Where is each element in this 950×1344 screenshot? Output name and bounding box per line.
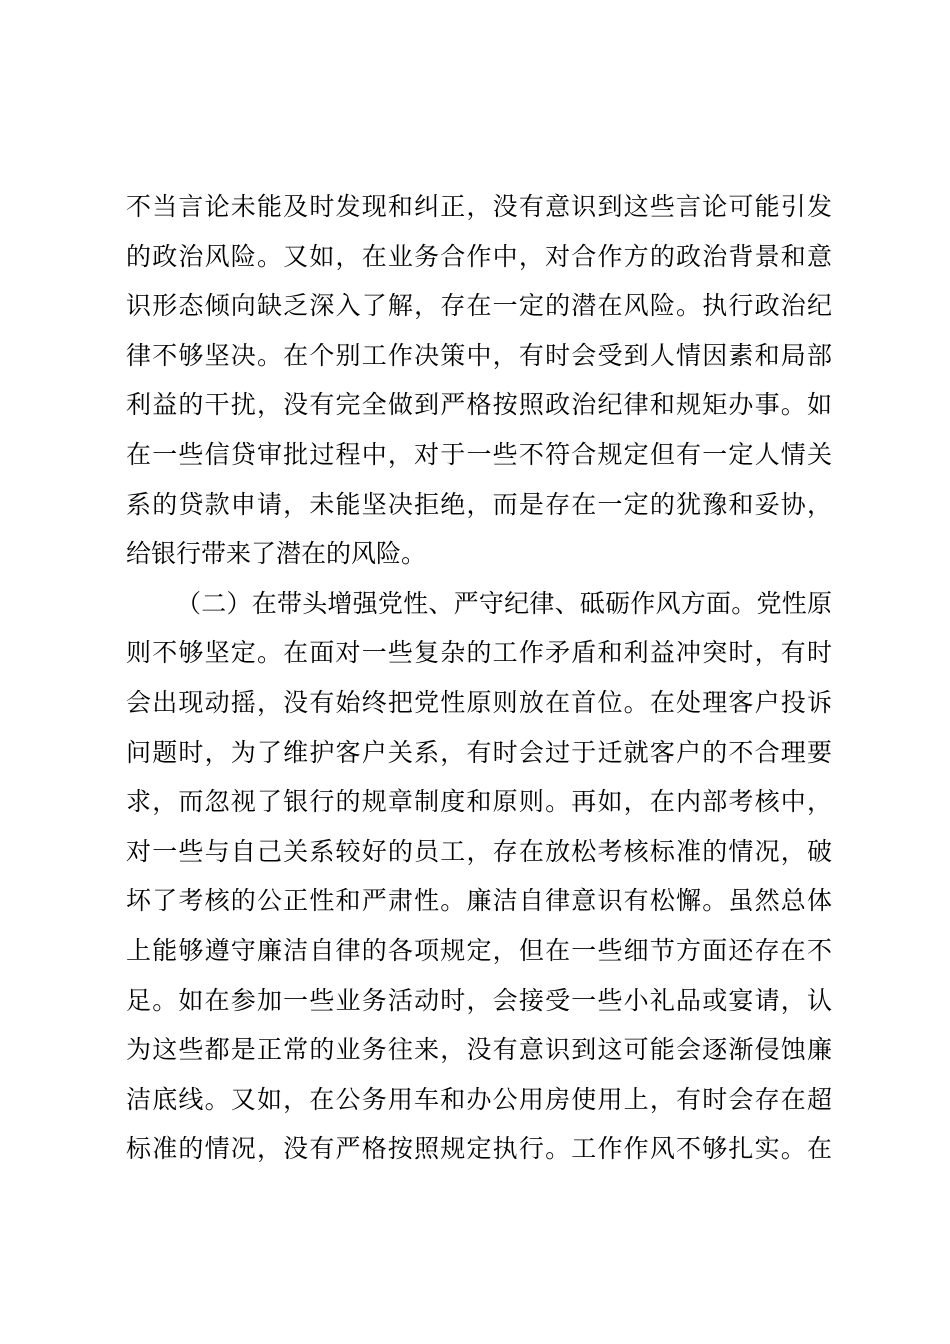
document-body	[126, 182, 832, 1174]
paragraph-2-line-10: 为这些都是正常的业务往来，没有意识到这可能会逐渐侵蚀廉	[126, 1035, 832, 1065]
paragraph-1-line-5: 利益的干扰，没有完全做到严格按照政治纪律和规矩办事。如	[126, 390, 832, 420]
paragraph-1-line-4: 律不够坚决。在个别工作决策中，有时会受到人情因素和局部	[126, 340, 832, 370]
paragraph-1-line-6: 在一些信贷审批过程中，对于一些不符合规定但有一定人情关	[126, 439, 832, 469]
paragraph-2-line-3: 会出现动摇，没有始终把党性原则放在首位。在处理客户投诉	[126, 687, 832, 717]
paragraph-1-line-7: 系的贷款申请，未能坚决拒绝，而是存在一定的犹豫和妥协，	[126, 489, 832, 519]
paragraph-2-line-5: 求，而忽视了银行的规章制度和原则。再如，在内部考核中，	[126, 787, 832, 817]
paragraph-1-line-1: 不当言论未能及时发现和纠正，没有意识到这些言论可能引发	[126, 192, 832, 221]
paragraph-2-line-2: 则不够坚定。在面对一些复杂的工作矛盾和利益冲突时，有时	[126, 638, 832, 668]
paragraph-2-line-1: （二）在带头增强党性、严守纪律、砥砺作风方面。党性原	[176, 588, 832, 618]
paragraph-2-line-4: 问题时，为了维护客户关系，有时会过于迁就客户的不合理要	[126, 737, 832, 767]
paragraph-2-line-8: 上能够遵守廉洁自律的各项规定，但在一些细节方面还存在不	[126, 935, 832, 965]
paragraph-2-line-9: 足。如在参加一些业务活动时，会接受一些小礼品或宴请，认	[126, 985, 832, 1015]
paragraph-2-line-11: 洁底线。又如，在公务用车和办公用房使用上，有时会存在超	[126, 1084, 832, 1114]
paragraph-1-line-8: 给银行带来了潜在的风险。	[126, 539, 427, 569]
paragraph-2-line-6: 对一些与自己关系较好的员工，存在放松考核标准的情况，破	[126, 836, 832, 866]
paragraph-2-line-12: 标准的情况，没有严格按照规定执行。工作作风不够扎实。在	[126, 1134, 832, 1164]
paragraph-2-line-7: 坏了考核的公正性和严肃性。廉洁自律意识有松懈。虽然总体	[126, 886, 832, 916]
paragraph-1-line-3: 识形态倾向缺乏深入了解，存在一定的潜在风险。执行政治纪	[126, 291, 832, 321]
paragraph-1-line-2: 的政治风险。又如，在业务合作中，对合作方的政治背景和意	[126, 241, 832, 271]
